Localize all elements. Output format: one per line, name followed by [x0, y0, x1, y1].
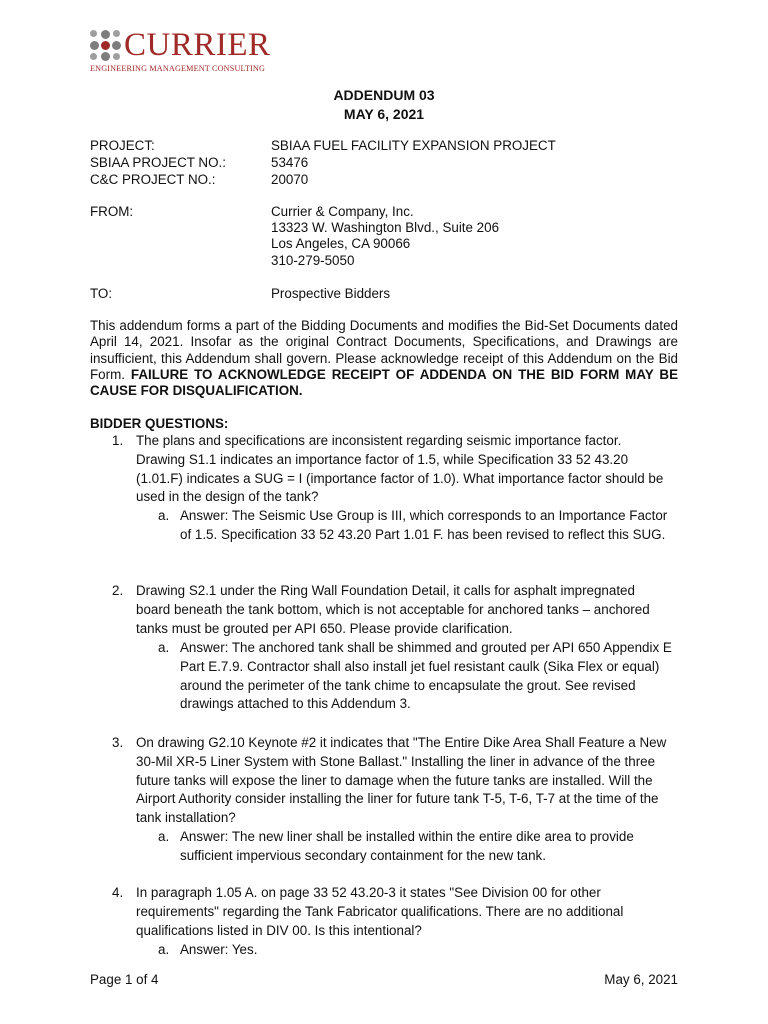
- cc-project-value: 20070: [271, 172, 309, 187]
- question-number: 2.: [112, 583, 124, 598]
- question-text: In paragraph 1.05 A. on page 33 52 43.20-3 it states "See Division 00 for other requirements" regarding the Tank Fabricator qualifications. There are no additional qualifications listed in DIV 00. Is this intentional?: [136, 885, 624, 938]
- to-value: Prospective Bidders: [271, 286, 391, 301]
- footer-date: May 6, 2021: [604, 972, 678, 987]
- list-item: [112, 734, 672, 828]
- from-line: Currier & Company, Inc.: [271, 204, 414, 219]
- project-label: PROJECT:: [90, 138, 155, 153]
- from-line: Los Angeles, CA 90066: [271, 236, 411, 251]
- answer-letter: a.: [158, 508, 170, 523]
- cc-project-label: C&C PROJECT NO.:: [90, 172, 216, 187]
- answer-text: Answer: Yes.: [180, 942, 258, 957]
- list-item: [112, 432, 672, 507]
- list-item: [158, 507, 678, 545]
- answer-letter: a.: [158, 640, 170, 655]
- sbiaa-project-label: SBIAA PROJECT NO.:: [90, 155, 226, 170]
- list-item: [112, 884, 672, 940]
- question-text: On drawing G2.10 Keynote #2 it indicates that "The Entire Dike Area Shall Feature a New 30-Mil XR-5 Liner System with Stone Ballast." Installing the liner in advance of the three future tanks will expose the liner to damage when the future tanks are installed. Will the Airport Authority consider installing the liner for future tank T-5, T-6, T-7 at the time of the tank installation?: [136, 735, 667, 826]
- list-item: [158, 639, 678, 714]
- question-number: 4.: [112, 885, 124, 900]
- questions-heading: BIDDER QUESTIONS:: [90, 416, 229, 431]
- answer-text: Answer: The Seismic Use Group is III, which corresponds to an Importance Factor of 1.5. Specification 33 52 43.20 Part 1.01 F. has been revised to reflect this SUG.: [180, 508, 668, 542]
- question-text: The plans and specifications are inconsistent regarding seismic importance factor. Drawing S1.1 indicates an importance factor of 1.5, while Specification 33 52 43.20 (1.01.F) indicates a SUG = I (importance factor of 1.0). What importance factor should be used in the design of the tank?: [136, 433, 664, 505]
- from-line: 13323 W. Washington Blvd., Suite 206: [271, 220, 500, 235]
- project-value: SBIAA FUEL FACILITY EXPANSION PROJECT: [271, 138, 556, 153]
- intro-paragraph: [90, 318, 678, 399]
- answer-text: Answer: The anchored tank shall be shimmed and grouted per API 650 Appendix E Part E.7.9. Contractor shall also install jet fuel resistant caulk (Sika Flex or equal) around the perimeter of the tank chime to encapsulate the grout. See revised drawings attached to this Addendum 3.: [180, 640, 672, 712]
- intro-text: This addendum forms a part of the Bidding Documents and modifies the Bid-Set Documents dated April 14, 2021. Insofar as the original Contract Documents, Specifications, and Drawings are insufficient, this Addendum shall govern. Please acknowledge receipt of this Addendum on the Bid Form.: [90, 318, 678, 382]
- logo-tagline: ENGINEERING MANAGEMENT CONSULTING: [90, 64, 266, 73]
- dot-grid-cross-icon: [90, 30, 122, 62]
- intro-warning: FAILURE TO ACKNOWLEDGE RECEIPT OF ADDENDA ON THE BID FORM MAY BE CAUSE FOR DISQUALIFICATION.: [90, 366, 679, 399]
- sbiaa-project-value: 53476: [271, 155, 309, 170]
- answer-letter: a.: [158, 942, 170, 957]
- list-item: [158, 828, 678, 866]
- to-label: TO:: [90, 286, 113, 301]
- addendum-date: MAY 6, 2021: [343, 106, 425, 122]
- question-text: Drawing S2.1 under the Ring Wall Foundation Detail, it calls for asphalt impregnated board beneath the tank bottom, which is not acceptable for anchored tanks – anchored tanks must be grouted per API 650. Please provide clarification.: [136, 583, 650, 636]
- list-item: [158, 941, 678, 960]
- list-item: [112, 582, 672, 638]
- company-logo: [90, 28, 280, 76]
- question-number: 1.: [112, 433, 124, 448]
- page-number: Page 1 of 4: [90, 972, 159, 987]
- answer-text: Answer: The new liner shall be installed within the entire dike area to provide sufficient impervious secondary containment for the new tank.: [180, 829, 634, 863]
- from-label: FROM:: [90, 204, 134, 219]
- question-number: 3.: [112, 735, 124, 750]
- from-line: 310-279-5050: [271, 253, 355, 268]
- logo-wordmark: CURRIER: [124, 27, 271, 63]
- answer-letter: a.: [158, 829, 170, 844]
- addendum-title: ADDENDUM 03: [333, 87, 435, 103]
